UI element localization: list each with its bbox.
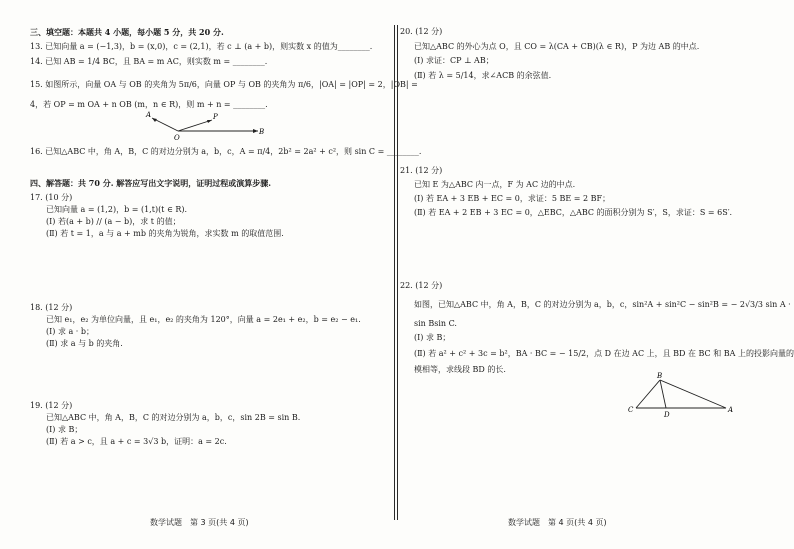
question-19-stem: 已知△ABC 中，角 A，B，C 的对边分别为 a，b，c，sin 2B = sin B. — [46, 413, 301, 422]
question-22-part1: (Ⅰ) 求 B； — [414, 333, 451, 342]
question-17-heading: 17. (10 分) — [30, 193, 73, 202]
question-16: 16. 已知△ABC 中，角 A，B，C 的对边分别为 a，b，c，A = π/4，2b² = 2a² + c²，则 sin C = ________. — [30, 147, 422, 156]
question-19-part2: (Ⅱ) 若 a > c，且 a + c = 3√3 b，证明：a = 2c. — [46, 437, 227, 446]
question-14: 14. 已知 AB = 1/4 BC，且 BA = m AC，则实数 m = ________. — [30, 57, 268, 66]
fig-label-a: A — [146, 111, 152, 119]
triangle-figure-q22 — [626, 372, 738, 420]
question-21-part1: (Ⅰ) 若 EA + 3 EB + EC = 0，求证：5 BE = 2 BF； — [414, 194, 611, 203]
fig-label-p: P — [213, 113, 218, 121]
column-divider — [394, 25, 396, 520]
fig-label-a: A — [728, 406, 734, 414]
question-22-part2-line2: 模相等，求线段 BD 的长. — [414, 365, 506, 374]
page-footer-right: 数学试题 第 4 页(共 4 页) — [508, 518, 607, 527]
question-15-line2: 4，若 OP = m OA + n OB (m，n ∈ R)，则 m + n = ________. — [30, 100, 268, 109]
question-17-part1: (Ⅰ) 若(a + b) // (a − b)，求 t 的值； — [46, 217, 181, 226]
question-17-stem: 已知向量 a = (1,2)，b = (1,t)(t ∈ R). — [46, 205, 188, 214]
question-22-heading: 22. (12 分) — [400, 281, 443, 290]
fig-label-b: B — [259, 128, 265, 136]
question-15-line1: 15. 如图所示，向量 OA 与 OB 的夹角为 5π/6，向量 OP 与 OB 的夹角为 π/6，|OA| = |OP| = 2，|OB| = — [30, 80, 418, 89]
question-18-part2: (Ⅱ) 求 a 与 b 的夹角. — [46, 339, 123, 348]
right-page — [398, 0, 794, 549]
question-22-stem-line2: sin Bsin C. — [414, 319, 457, 328]
question-18-heading: 18. (12 分) — [30, 303, 73, 312]
fig-label-d: D — [664, 411, 670, 419]
question-22-part2-line1: (Ⅱ) 若 a² + c² + 3c = b²，BA · BC = − 15/2，点 D 在边 AC 上，且 BD 在 BC 和 BA 上的投影向量的 — [414, 349, 794, 358]
section3-title: 三、填空题：本题共 4 小题，每小题 5 分，共 20 分. — [30, 27, 224, 37]
question-18-stem: 已知 e₁，e₂ 为单位向量，且 e₁，e₂ 的夹角为 120°，向量 a = 2e₁ + e₂，b = e₂ − e₁. — [46, 315, 361, 324]
question-21-heading: 21. (12 分) — [400, 166, 443, 175]
question-17-part2: (Ⅱ) 若 t = 1，a 与 a + mb 的夹角为锐角，求实数 m 的取值范围. — [46, 229, 284, 238]
fig-label-c: C — [628, 406, 634, 414]
question-22-stem-line1: 如图，已知△ABC 中，角 A，B，C 的对边分别为 a，b，c，sin²A + sin²C − sin²B = − 2√3/3 sin A · — [414, 300, 791, 309]
fig-label-o: O — [174, 134, 180, 142]
question-20-part2: (Ⅱ) 若 λ = 5/14，求∠ACB 的余弦值. — [414, 71, 552, 80]
question-20-part1: (Ⅰ) 求证：CP ⊥ AB； — [414, 56, 494, 65]
vector-figure-q15 — [140, 108, 270, 142]
question-21-stem: 已知 E 为△ABC 内一点，F 为 AC 边的中点. — [414, 180, 576, 189]
question-20-stem: 已知△ABC 的外心为点 O，且 CO = λ(CA + CB)(λ ∈ R)，P 为边 AB 的中点. — [414, 42, 700, 51]
fig-label-b: B — [657, 372, 663, 380]
question-13: 13. 已知向量 a = (−1,3)，b = (x,0)，c = (2,1)，若 c ⊥ (a + b)，则实数 x 的值为________. — [30, 42, 373, 51]
section4-title: 四、解答题：共 70 分. 解答应写出文字说明，证明过程或演算步骤. — [30, 178, 272, 188]
question-18-part1: (Ⅰ) 求 a · b； — [46, 327, 95, 336]
question-20-heading: 20. (12 分) — [400, 27, 443, 36]
question-21-part2: (Ⅱ) 若 EA + 2 EB + 3 EC = 0，△EBC，△ABC 的面积分别为 S′，S，求证：S = 6S′. — [414, 208, 733, 217]
question-19-heading: 19. (12 分) — [30, 401, 73, 410]
page-footer-left: 数学试题 第 3 页(共 4 页) — [150, 518, 249, 527]
question-19-part1: (Ⅰ) 求 B； — [46, 425, 83, 434]
